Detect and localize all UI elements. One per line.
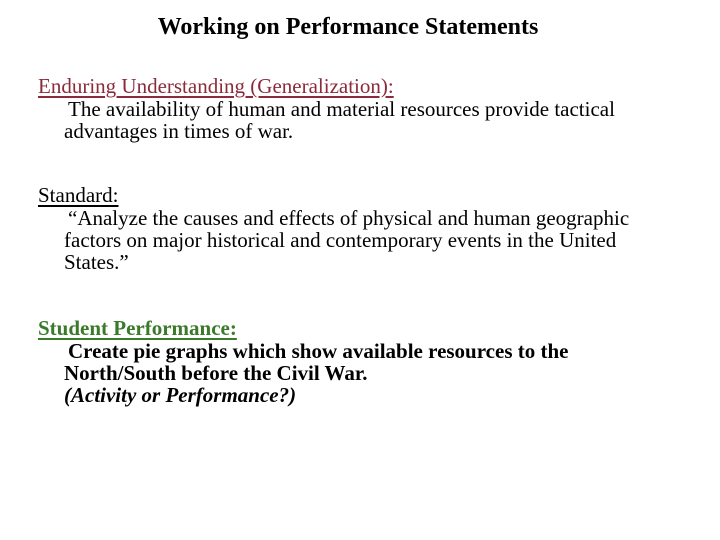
section-heading-student-performance: Student Performance: xyxy=(38,316,237,340)
section-standard xyxy=(38,183,678,273)
page-title: Working on Performance Statements xyxy=(157,14,539,40)
section-body-enduring-understanding: The availability of human and material resources provide tactical advantages in times of war. xyxy=(64,97,615,143)
section-note-student-performance: (Activity or Performance?) xyxy=(64,383,297,407)
section-heading-standard: Standard: xyxy=(38,183,119,207)
section-enduring-understanding xyxy=(38,74,678,142)
section-student-performance xyxy=(38,316,678,406)
section-body-standard: “Analyze the causes and effects of physical and human geographic factors on major historical and contemporary events in the United States.” xyxy=(64,206,630,274)
section-body-student-performance: Create pie graphs which show available resources to the North/South before the Civil War. xyxy=(64,339,569,385)
section-heading-enduring-understanding: Enduring Understanding (Generalization): xyxy=(38,74,394,98)
